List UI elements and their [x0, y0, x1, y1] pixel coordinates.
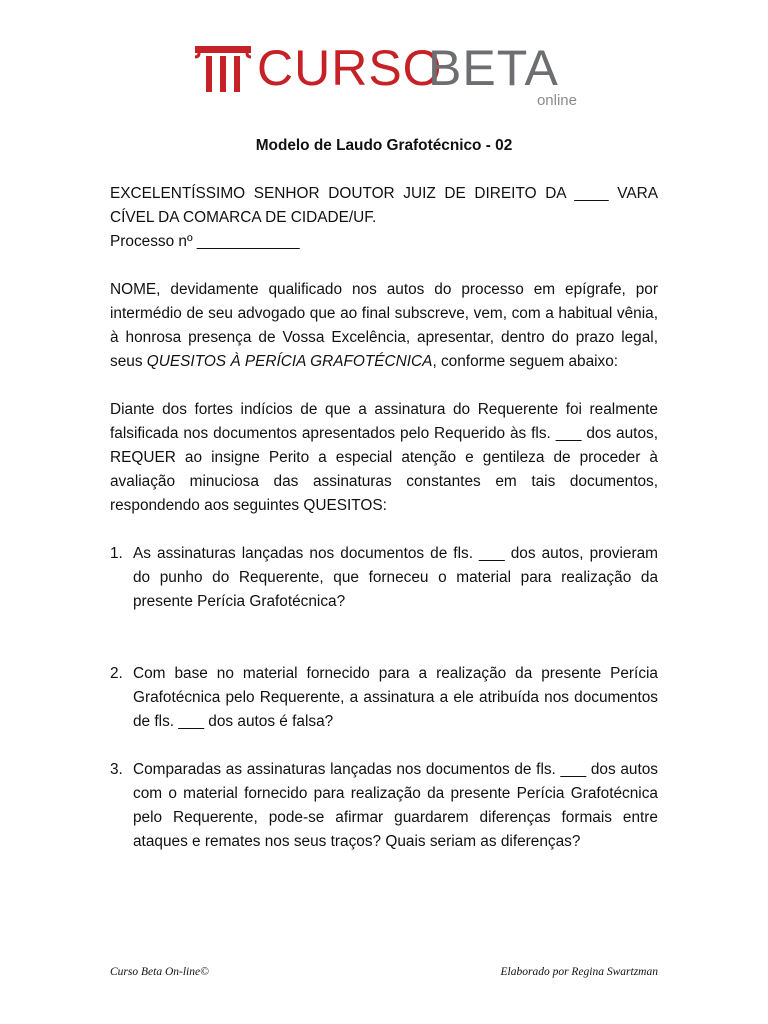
document-title: Modelo de Laudo Grafotécnico - 02 [255, 137, 513, 154]
process-number: Processo nº ____________ [110, 233, 300, 250]
request-paragraph: Diante dos fortes indícios de que a assinatura do Requerente foi realmente falsificada nos documentos apresentados pelo Requerido às fls. ___ dos autos, REQUER ao insigne Perito a especial atenção e gentileza de proceder à avaliação minuciosa das assinaturas constantes em tais documentos, respondendo aos seguintes QUESITOS: [110, 401, 658, 514]
list-item-text: Comparadas as assinaturas lançadas nos documentos de fls. ___ dos autos com o material fornecido para realização da presente Perícia Grafotécnica pelo Requerente, pode-se afirmar guardarem diferenças formais entre ataques e remates nos seus traços? Quais seriam as diferenças? [133, 761, 658, 850]
footer-author: Elaborado por Regina Swartzman [500, 966, 658, 978]
list-item [110, 662, 658, 734]
questions-list [110, 542, 658, 854]
logo-online-text: online [536, 92, 577, 109]
address-block [110, 182, 658, 254]
intro-text-end: , conforme seguem abaixo: [432, 353, 619, 370]
list-item-text: As assinaturas lançadas nos documentos de fls. ___ dos autos, provieram do punho do Requerente, que forneceu o material para realização da presente Perícia Grafotécnica? [133, 545, 658, 610]
intro-emphasis: QUESITOS À PERÍCIA GRAFOTÉCNICA [146, 353, 433, 370]
list-item [110, 542, 658, 614]
list-item-number: 2. [110, 665, 123, 682]
curso-beta-logo [193, 38, 583, 112]
court-address: EXCELENTÍSSIMO SENHOR DOUTOR JUIZ DE DIREITO DA ____ VARA CÍVEL DA COMARCA DE CIDADE/UF. [110, 185, 658, 226]
list-item [110, 758, 658, 854]
logo-curso-text: CURSO [257, 40, 443, 96]
page-footer [110, 966, 658, 982]
list-item-number: 1. [110, 545, 123, 562]
document-body [110, 128, 658, 854]
intro-paragraph [110, 278, 658, 374]
logo-beta-text: BETA [428, 40, 559, 96]
column-pillar-icon [193, 44, 253, 94]
intro-text-start: NOME, devidamente qualificado nos autos do processo em epígrafe, por intermédio de seu advogado que ao final subscreve, vem, com a habitual vênia, à honrosa presença de Vossa Excelência, apresentar, dentro do prazo legal, seus [110, 281, 658, 370]
list-item-text: Com base no material fornecido para a realização da presente Perícia Grafotécnica pelo Requerente, a assinatura a ele atribuída nos documentos de fls. ___ dos autos é falsa? [133, 665, 658, 730]
list-item-number: 3. [110, 761, 123, 778]
footer-copyright: Curso Beta On-line© [110, 966, 209, 978]
